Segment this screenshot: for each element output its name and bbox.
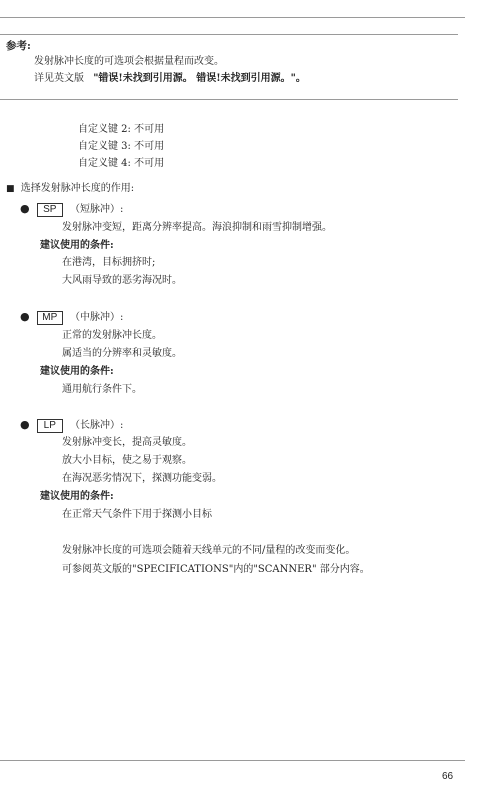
lp-name: （长脉冲）: [69, 420, 124, 431]
lp-desc-1: 发射脉冲变长，提高灵敏度。 [62, 437, 192, 448]
bullet-icon: ● [20, 310, 30, 323]
pulse-mp-header [20, 310, 123, 325]
custom-key-4: 自定义键 4: 不可用 [78, 158, 165, 169]
reference-top-rule [0, 34, 458, 35]
sp-key: SP [37, 203, 63, 217]
footer-note-1: 发射脉冲长度的可选项会随着天线单元的不同/量程的改变而变化。 [62, 545, 356, 556]
sp-condition-2: 大风雨导致的恶劣海况时。 [62, 275, 182, 286]
section-title-row [6, 183, 134, 195]
mp-condition-1: 通用航行条件下。 [62, 384, 142, 395]
mp-condition-heading: 建议使用的条件: [40, 366, 114, 377]
bullet-icon: ● [20, 418, 30, 431]
mp-name: （中脉冲）: [69, 312, 124, 323]
mp-desc-1: 正常的发射脉冲长度。 [62, 330, 162, 341]
pulse-lp-header [20, 418, 123, 433]
sp-name: （短脉冲）: [69, 204, 124, 215]
reference-line-2-prefix: 详见英文版 [34, 73, 84, 84]
sp-condition-heading: 建议使用的条件: [40, 240, 114, 251]
page-number: 66 [442, 771, 454, 782]
sp-condition-1: 在港湾，目标拥挤时; [62, 257, 156, 268]
bottom-rule [0, 760, 465, 761]
custom-key-2: 自定义键 2: 不可用 [78, 124, 165, 135]
bullet-icon: ● [20, 202, 30, 215]
lp-condition-heading: 建议使用的条件: [40, 491, 114, 502]
lp-desc-3: 在海况恶劣情况下，探测功能变弱。 [62, 473, 222, 484]
reference-line-2-ref: "错误!未找到引用源。 错误!未找到引用源。"。 [93, 73, 306, 84]
pulse-sp-header [20, 202, 123, 217]
reference-line-1: 发射脉冲长度的可选项会根据量程而改变。 [34, 56, 224, 67]
square-bullet-icon: ■ [6, 184, 15, 194]
lp-desc-2: 放大小目标，使之易于观察。 [62, 455, 192, 466]
section-title: 选择发射脉冲长度的作用: [20, 183, 135, 194]
mp-desc-2: 属适当的分辨率和灵敏度。 [62, 348, 182, 359]
mp-key: MP [37, 311, 63, 325]
footer-note-2: 可参阅英文版的"SPECIFICATIONS"内的"SCANNER" 部分内容。 [62, 564, 370, 575]
reference-line-2 [34, 73, 306, 85]
reference-bottom-rule [0, 99, 458, 100]
top-rule [0, 17, 465, 18]
custom-key-3: 自定义键 3: 不可用 [78, 141, 165, 152]
sp-desc-1: 发射脉冲变短，距离分辨率提高。海浪抑制和雨雪抑制增强。 [62, 222, 332, 233]
reference-heading: 参考: [6, 40, 31, 52]
lp-condition-1: 在正常天气条件下用于探测小目标 [62, 509, 212, 520]
lp-key: LP [37, 419, 63, 433]
